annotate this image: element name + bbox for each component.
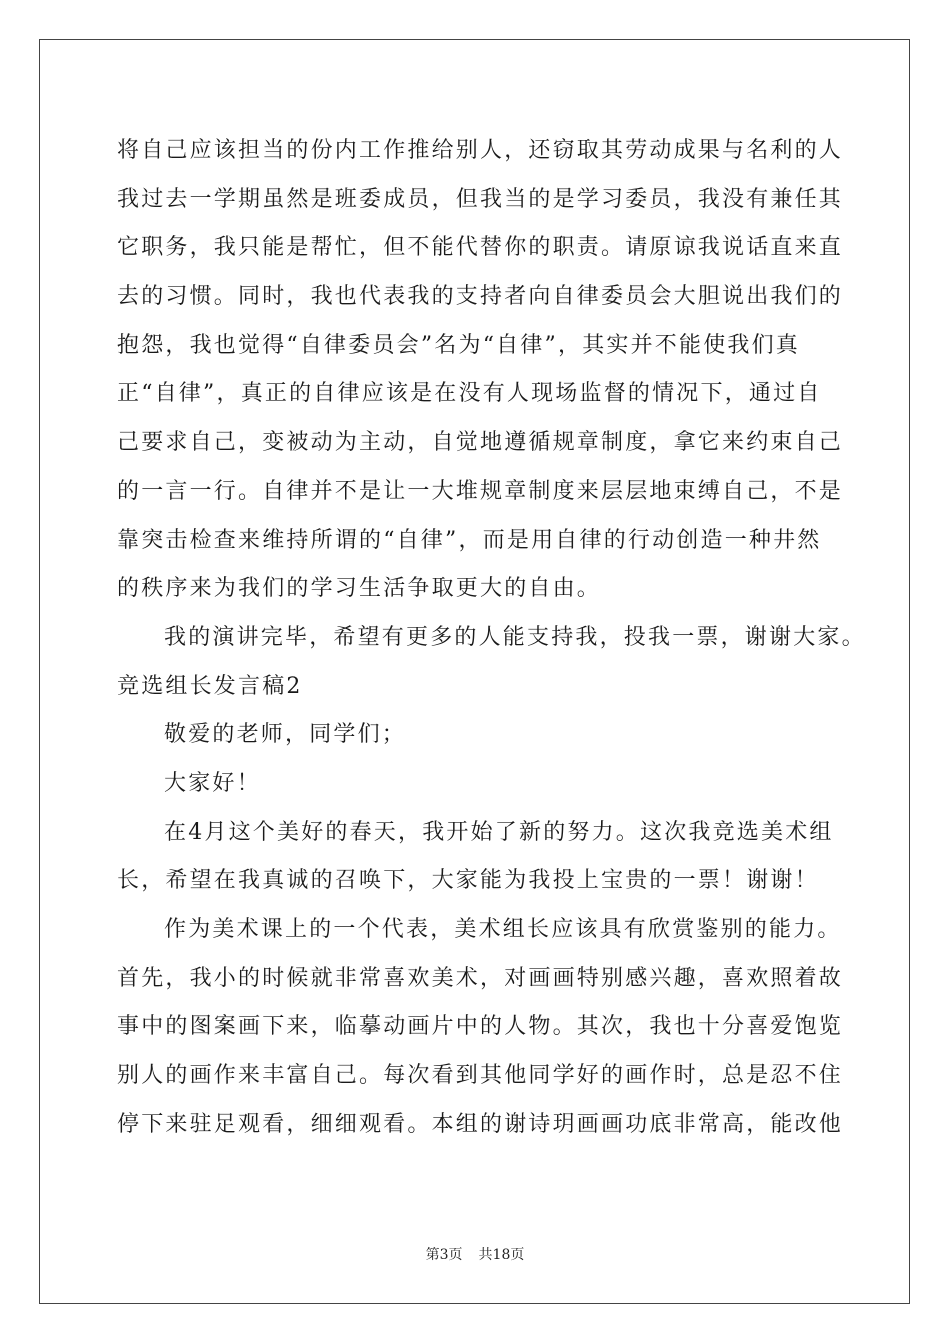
text-line: 的秩序来为我们的学习生活争取更大的自由。 [117, 576, 602, 602]
text-line: 它职务，我只能是帮忙，但不能代替你的职责。请原谅我说话直来直 [117, 235, 844, 261]
text-line: 首先，我小的时候就非常喜欢美术，对画画特别感兴趣，喜欢照着故 [117, 965, 844, 991]
text-line: 去的习惯。同时，我也代表我的支持者向自律委员会大胆说出我们的 [117, 284, 844, 310]
text-line: 抱怨，我也觉得“自律委员会”名为“自律”，其实并不能使我们真 [117, 332, 800, 358]
text-line: 的一言一行。自律并不是让一大堆规章制度来层层地束缚自己，不是 [117, 478, 844, 504]
page-number: 第3页 [425, 1247, 463, 1263]
salutation-line: 敬爱的老师，同学们； [164, 722, 407, 748]
text-line: 别人的画作来丰富自己。每次看到其他同学好的画作时，总是忍不住 [117, 1063, 844, 1089]
document-body [117, 127, 866, 1149]
text-line: 在4月这个美好的春天，我开始了新的努力。这次我竞选美术组 [164, 819, 834, 845]
page-footer [0, 1244, 950, 1264]
paragraph-closing-line: 我的演讲完毕，希望有更多的人能支持我，投我一票，谢谢大家。 [164, 624, 866, 650]
text-line: 我过去一学期虽然是班委成员，但我当的是学习委员，我没有兼任其 [117, 186, 844, 212]
text-line: 己要求自己，变被动为主动，自觉地遵循规章制度，拿它来约束自己 [117, 430, 844, 456]
page-total: 共18页 [478, 1247, 525, 1263]
text-line: 长，希望在我真诚的召唤下，大家能为我投上宝贵的一票！谢谢！ [117, 868, 819, 894]
text-line: 靠突击检查来维持所谓的“自律”，而是用自律的行动创造一种井然 [117, 527, 822, 553]
text-line: 正“自律”，真正的自律应该是在没有人现场监督的情况下，通过自 [117, 381, 822, 407]
text-line: 作为美术课上的一个代表，美术组长应该具有欣赏鉴别的能力。 [164, 917, 842, 942]
greeting-line: 大家好！ [164, 770, 261, 796]
text-line: 将自己应该担当的份内工作推给别人，还窃取其劳动成果与名利的人 [117, 138, 844, 163]
text-line: 事中的图案画下来，临摹动画片中的人物。其次，我也十分喜爱饱览 [117, 1014, 844, 1040]
text-line: 停下来驻足观看，细细观看。本组的谢诗玥画画功底非常高，能改他 [117, 1111, 844, 1137]
section-heading: 竞选组长发言稿2 [117, 673, 303, 699]
